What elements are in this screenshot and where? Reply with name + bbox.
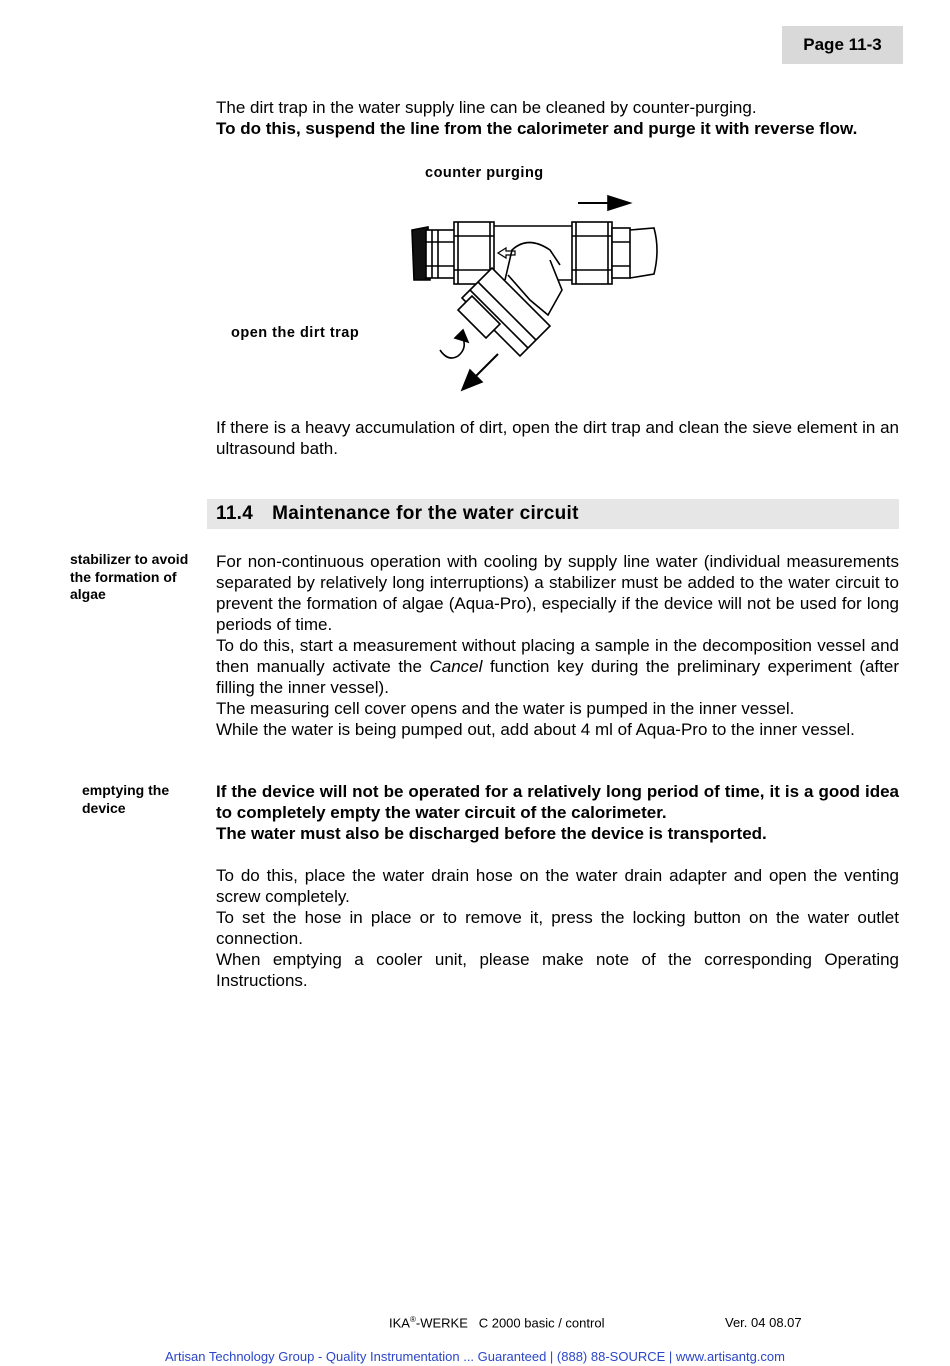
stabilizer-p2-a: To do this, start a measurement without placing a sample in the decomposition vessel and then manually activate the	[216, 636, 899, 676]
registered-mark: ®	[409, 1315, 416, 1324]
emptying-p2: To set the hose in place or to remove it, press the locking button on the water outlet connection.	[216, 908, 899, 948]
section-heading	[207, 499, 899, 529]
model-name: C 2000 basic / control	[478, 1315, 605, 1331]
stabilizer-p4: While the water is being pumped out, add about 4 ml of Aqua-Pro to the inner vessel.	[216, 720, 855, 739]
emptying-bold-2: The water must also be discharged before the device is transported.	[216, 824, 767, 843]
side-note-stabilizer: stabilizer to avoid the formation of algae	[70, 551, 189, 602]
page-number-tab	[782, 26, 903, 64]
dirt-trap-diagram	[400, 190, 670, 395]
brand-suffix: -WERKE	[415, 1315, 468, 1331]
intro-text	[216, 97, 899, 139]
intro-line: The dirt trap in the water supply line can be cleaned by counter-purging.	[216, 98, 757, 117]
cancel-key-name: Cancel	[429, 657, 483, 676]
emptying-text	[216, 781, 899, 991]
stabilizer-p2	[216, 635, 899, 698]
emptying-bold-1: If the device will not be operated for a relatively long period of time, it is a good idea to completely empty the water circuit of the calorimeter.	[216, 782, 899, 822]
stabilizer-p3: The measuring cell cover opens and the water is pumped in the inner vessel.	[216, 699, 795, 718]
stabilizer-text	[216, 551, 899, 740]
cleaning-instruction	[216, 417, 899, 459]
open-dirt-trap-label: open the dirt trap	[231, 325, 360, 341]
page-number: Page 11-3	[803, 35, 882, 54]
counter-purging-label: counter purging	[425, 165, 544, 181]
footer-version: Ver. 04 08.07	[725, 1315, 802, 1330]
stabilizer-p1: For non-continuous operation with cooling by supply line water (individual measurements separated by relatively long interruptions) a stabilizer must be added to the water circuit to prevent the formation of algae (Aqua-Pro), especially if the device will not be used for long periods of time.	[216, 552, 899, 634]
side-note-emptying: emptying the device	[82, 782, 170, 816]
emptying-p3: When emptying a cooler unit, please make note of the corresponding Operating Instructions.	[216, 950, 899, 990]
footer-brand	[389, 1315, 604, 1330]
section-title: Maintenance for the water circuit	[272, 503, 579, 524]
intro-instruction: To do this, suspend the line from the calorimeter and purge it with reverse flow.	[216, 119, 858, 138]
stabilizer-p2-b: function key during the preliminary experiment (after filling the inner vessel).	[216, 657, 899, 697]
cleaning-text: If there is a heavy accumulation of dirt, open the dirt trap and clean the sieve element in an ultrasound bath.	[216, 418, 899, 458]
artisan-footer-link[interactable]: Artisan Technology Group - Quality Instrumentation ... Guaranteed | (888) 88-SOURCE | www.artisantg.com	[165, 1349, 785, 1364]
emptying-p1: To do this, place the water drain hose on the water drain adapter and open the venting screw completely.	[216, 866, 899, 906]
section-number: 11.4	[216, 503, 254, 524]
brand-name: IKA	[389, 1315, 410, 1331]
